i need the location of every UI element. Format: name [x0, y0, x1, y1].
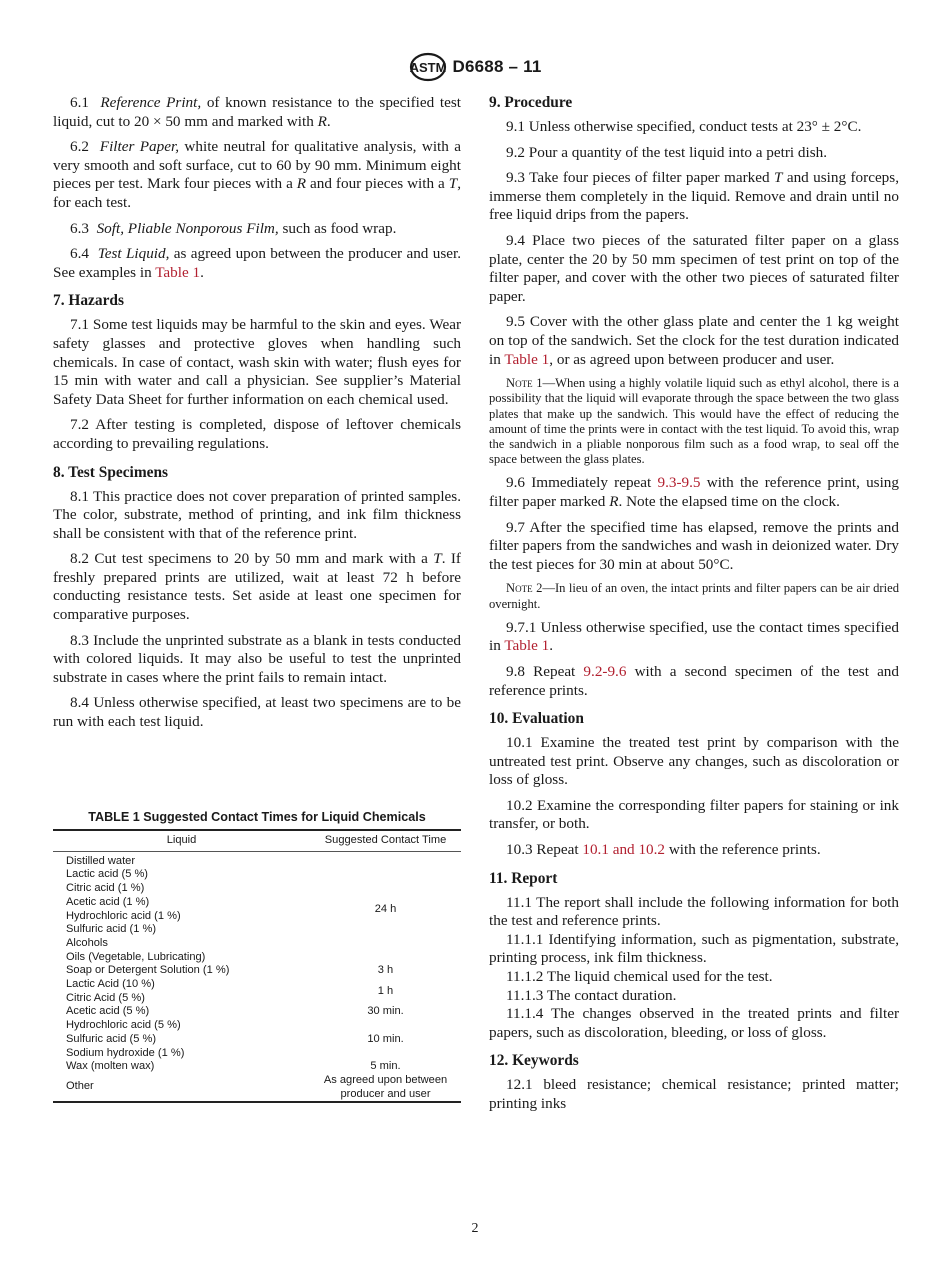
contact-time-cell: 30 min. — [367, 1005, 404, 1018]
liquid-cell: Hydrochloric acid (5 %) — [66, 1019, 181, 1032]
section-11-1: 11.1 The report shall include the following information for both the test and reference prints. — [489, 893, 899, 930]
liquid-cell: Sulfuric acid (1 %) — [66, 923, 157, 936]
liquid-cell: Wax (molten wax) — [66, 1060, 155, 1073]
liquid-cell: Lactic Acid (10 %) — [66, 978, 155, 991]
liquid-cell: Other — [66, 1079, 94, 1092]
table-row — [53, 1019, 461, 1033]
section-9-1: 9.1 Unless otherwise specified, conduct tests at 23° ± 2°C. — [506, 118, 862, 135]
section-6-2: 6.2 Filter Paper, white neutral for qualitative analysis, with a very smooth and soft surface, cut to 60 by 90 mm. Minimum eight pieces per test. Mark four pieces with a R and four pieces with a T, for each test. — [53, 138, 462, 211]
contact-time-cell: As agreed upon between producer and user — [323, 1073, 448, 1100]
section-9-3: 9.3 Take four pieces of filter paper marked T and using forceps, immerse them completely in the liquid. Remove and drain until no free liquid drips from the papers. — [489, 169, 899, 224]
table-row — [53, 851, 461, 868]
liquid-cell: Lactic acid (5 %) — [66, 868, 149, 881]
section-9-6: 9.6 Immediately repeat 9.3-9.5 with the reference print, using filter paper marked R. Note the elapsed time on the clock. — [489, 474, 899, 510]
contact-time-cell: 3 h — [377, 964, 394, 977]
liquid-cell: Hydrochloric acid (1 %) — [66, 909, 181, 922]
table-1 — [53, 810, 461, 1103]
svg-text:ASTM: ASTM — [409, 60, 446, 75]
section-8-2: 8.2 Cut test specimens to 20 by 50 mm and mark with a T. If freshly prepared prints are utilized, wait at least 72 h before conducting resistance tests. Set aside at least one specimen for comparative purposes. — [53, 550, 461, 624]
table-1-link[interactable]: Table 1 — [504, 637, 550, 655]
section-8-4: 8.4 Unless otherwise specified, at least two specimens are to be run with each test liquid. — [53, 694, 461, 731]
section-9-8: 9.8 Repeat 9.2-9.6 with a second specimen of the test and reference prints. — [489, 662, 899, 699]
right-column — [489, 94, 899, 1121]
section-9-2-9-6-link[interactable]: 9.2-9.6 — [583, 662, 627, 680]
contact-time-cell: 10 min. — [367, 1032, 404, 1045]
liquid-cell: Alcohols — [66, 936, 108, 949]
column-header-contact-time: Suggested Contact Time — [310, 830, 461, 851]
contact-time-cell: 24 h — [374, 902, 397, 915]
contact-time-cell: 1 h — [377, 984, 394, 997]
section-9-3-9-5-link[interactable]: 9.3-9.5 — [657, 474, 701, 492]
contact-times-table — [53, 829, 461, 1101]
section-9-7: 9.7 After the specified time has elapsed, remove the prints and filter papers from the sandwiches and wash in deionized water. Dry the test pieces for 30 min at about 50°C. — [489, 518, 899, 573]
left-column — [53, 94, 461, 739]
section-12-1: 12.1 bleed resistance; chemical resistance; printed matter; printing inks — [489, 1076, 899, 1112]
liquid-cell: Soap or Detergent Solution (1 %) — [66, 964, 230, 977]
table-1-link[interactable]: Table 1 — [504, 350, 550, 368]
section-9-7-1: 9.7.1 Unless otherwise specified, use the contact times specified in Table 1. — [489, 618, 899, 655]
section-8-3: 8.3 Include the unprinted substrate as a blank in tests conducted with colored liquids. It may also be useful to test the unprinted substrate in cases where the print fails to remain intact. — [53, 631, 461, 686]
note-1: Note 1—When using a highly volatile liquid such as ethyl alcohol, there is a possibility that the liquid will evaporate through the space between the two glass plates that make up the sandwich. This would have the effect of reducing the amount of time the prints were in contact with the test liquid. To avoid this, wrap the sandwich in a pliable nonporous film such as a food wrap, to seal off the space between the glass plates. — [489, 376, 899, 467]
section-11-1-3: 11.1.3 The contact duration. — [506, 986, 677, 1004]
section-10-1-10-2-link[interactable]: 10.1 and 10.2 — [582, 841, 666, 859]
section-9-4: 9.4 Place two pieces of the saturated filter paper on a glass plate, center the 20 by 50 mm specimen of test print on top of the filter paper, and cover with the other two pieces of saturated filter paper. — [489, 231, 899, 305]
table-row — [53, 1005, 461, 1019]
section-8-1: 8.1 This practice does not cover preparation of printed samples. The color, substrate, method of printing, and ink film thickness shall be consistent with that of the reference print. — [53, 487, 461, 542]
heading-evaluation: 10. Evaluation — [489, 710, 584, 728]
liquid-cell: Citric acid (1 %) — [66, 882, 145, 895]
section-11-1-1: 11.1.1 Identifying information, such as pigmentation, substrate, printing process, ink film thickness. — [489, 930, 899, 967]
heading-test-specimens: 8. Test Specimens — [53, 463, 169, 481]
liquid-cell: Distilled water — [66, 854, 136, 867]
table-row — [53, 978, 461, 992]
liquid-cell: Acetic acid (5 %) — [66, 1005, 150, 1018]
page-header — [0, 52, 950, 87]
liquid-cell: Acetic acid (1 %) — [66, 895, 150, 908]
section-9-2: 9.2 Pour a quantity of the test liquid into a petri dish. — [506, 143, 828, 161]
liquid-cell: Sulfuric acid (5 %) — [66, 1032, 157, 1045]
table-bottom-rule — [53, 1101, 461, 1103]
section-11-1-2: 11.1.2 The liquid chemical used for the test. — [506, 968, 773, 986]
liquid-cell: Oils (Vegetable, Lubricating) — [66, 950, 206, 963]
note-2: Note 2—In lieu of an oven, the intact prints and filter papers can be air dried overnight. — [489, 581, 899, 611]
document-id: D6688 – 11 — [452, 57, 542, 76]
heading-hazards: 7. Hazards — [53, 292, 124, 310]
section-6-4: 6.4 Test Liquid, as agreed upon between the producer and user. See examples in Table 1. — [53, 245, 462, 281]
table-row — [53, 964, 461, 978]
table-row — [53, 1060, 461, 1074]
heading-keywords: 12. Keywords — [489, 1052, 579, 1070]
section-10-2: 10.2 Examine the corresponding filter papers for staining or ink transfer, or both. — [489, 796, 899, 833]
contact-time-cell: 5 min. — [370, 1060, 401, 1073]
section-10-1: 10.1 Examine the treated test print by comparison with the untreated test print. Observe any changes, such as discoloration or loss of gloss. — [489, 734, 899, 789]
page-number: 2 — [471, 1221, 479, 1236]
table-row — [53, 1074, 461, 1101]
section-11-1-4: 11.1.4 The changes observed in the treated prints and filter papers, such as discoloration, bleeding, or loss of gloss. — [489, 1005, 899, 1041]
table-1-link[interactable]: Table 1 — [155, 263, 201, 281]
astm-logo-icon — [409, 52, 447, 82]
section-6-3: 6.3 Soft, Pliable Nonporous Film, such as food wrap. — [70, 219, 397, 237]
section-7-2: 7.2 After testing is completed, dispose of leftover chemicals according to prevailing regulations. — [53, 416, 461, 452]
section-6-1: 6.1 Reference Print, of known resistance to the specified test liquid, cut to 20 × 50 mm and marked with R. — [53, 94, 461, 130]
section-7-1: 7.1 Some test liquids may be harmful to the skin and eyes. Wear safety glasses and protective gloves when handling such chemicals. In case of contact, wash skin with water; flush eyes for 15 min with water and call a physician. See supplier’s Material Safety Data Sheet for further information on each chemical used. — [53, 316, 461, 408]
heading-report: 11. Report — [489, 869, 558, 887]
section-9-5: 9.5 Cover with the other glass plate and center the 1 kg weight on top of the sandwich. Set the clock for the test duration indicated in Table 1, or as agreed upon between producer and user. — [489, 313, 899, 368]
liquid-cell: Sodium hydroxide (1 %) — [66, 1046, 185, 1059]
table-1-title: TABLE 1 Suggested Contact Times for Liquid Chemicals — [88, 810, 426, 824]
column-header-liquid: Liquid — [53, 830, 310, 851]
liquid-cell: Citric Acid (5 %) — [66, 991, 145, 1004]
section-10-3: 10.3 Repeat 10.1 and 10.2 with the reference prints. — [506, 841, 821, 859]
heading-procedure: 9. Procedure — [489, 94, 573, 111]
